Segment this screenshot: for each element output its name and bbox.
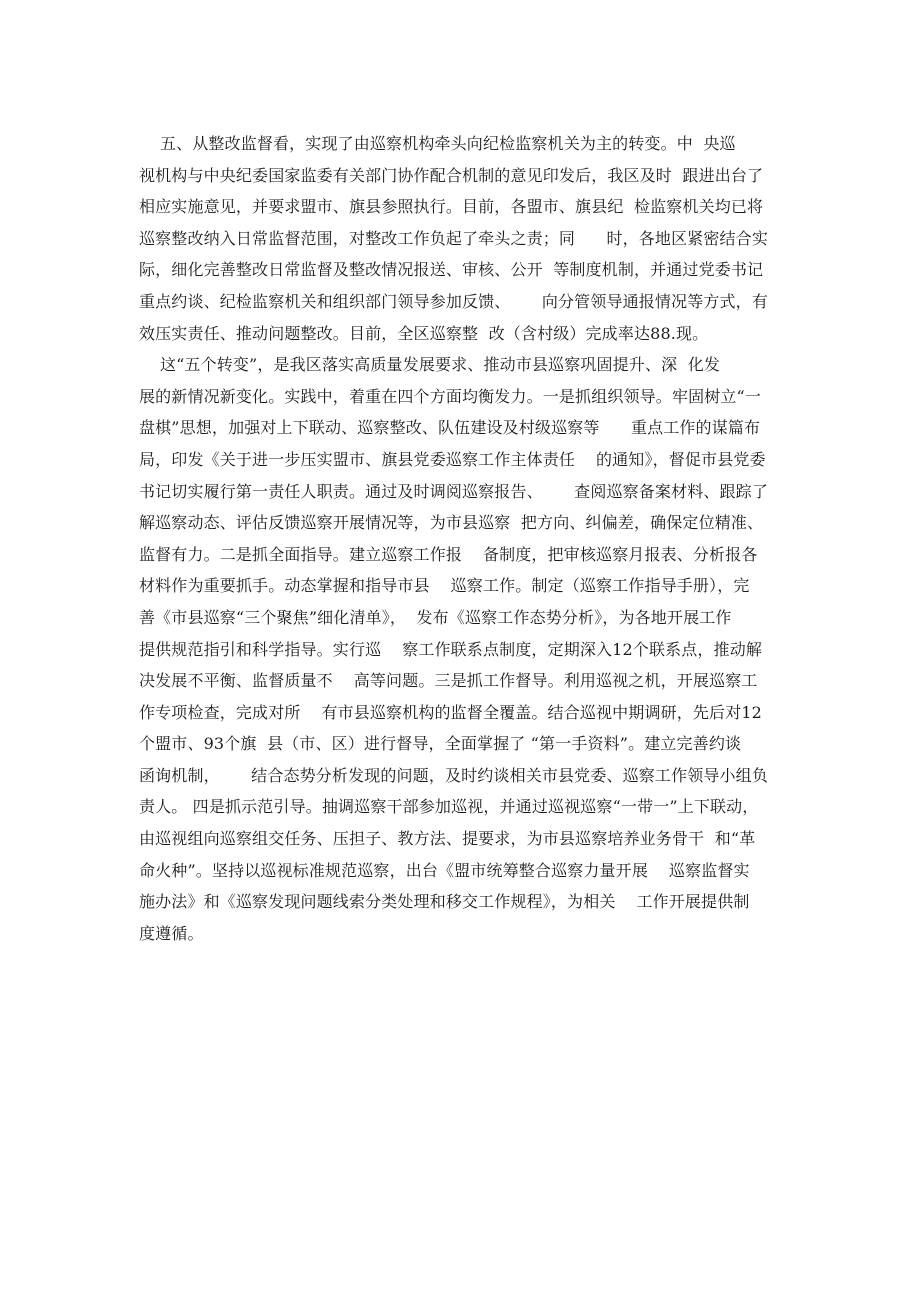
paragraph-2-line: 责人。 四是抓示范引导。抽调巡察干部参加巡视，并通过巡视巡察“一带一”上下联动， [139,797,759,817]
paragraph-1-line: 相应实施意见，并要求盟市、旗县参照执行。目前，各盟市、旗县纪 检监察机关均已将 [139,197,764,217]
paragraph-1-line: 重点约谈、纪检监察机关和组织部门领导参加反馈、 向分管领导通报情况等方式，有 [139,291,768,311]
paragraph-2-line: 这“五个转变”，是我区落实高质量发展要求、推动市县巡察巩固提升、深 化发 [139,355,721,375]
paragraph-1-line: 五、从整改监督看，实现了由巡察机构牵头向纪检监察机关为主的转变。中 央巡 [139,134,736,153]
document-body [139,128,787,949]
paragraph-2-line: 命火种”。坚持以巡视标准规范巡察，出台《盟市统筹整合巡察力量开展 巡察监督实 [139,860,750,880]
paragraph-2-line: 作专项检查，完成对所 有市县巡察机构的监督全覆盖。结合巡视中期调研，先后对12 [139,702,763,722]
paragraph-2-line: 施办法》和《巡察发现问题线索分类处理和移交工作规程》，为相关 工作开展提供制 [139,892,750,912]
paragraph-2-line: 展的新情况新变化。实践中，着重在四个方面均衡发力。一是抓组织领导。牢固树立“一 [139,386,762,406]
paragraph-2-line: 度遵循。 [139,923,204,943]
paragraph-2-line: 书记切实履行第一责任人职责。通过及时调阅巡察报告、 查阅巡察备案材料、跟踪了 [139,481,768,501]
paragraph-2-line: 善《市县巡察“三个聚焦”细化清单》， 发布《巡察工作态势分析》，为各地开展工作 [139,607,732,627]
paragraph-1-line: 际，细化完善整改日常监督及整改情况报送、审核、公开 等制度机制，并通过党委书记 [139,260,764,280]
paragraph-2-line: 解巡察动态、评估反馈巡察开展情况等，为市县巡察 把方向、纠偏差，确保定位精准、 [139,513,764,533]
paragraph-2-line: 个盟市、93个旗 县（市、区）进行督导，全面掌握了 “第一手资料”。建立完善约谈 [139,734,742,754]
paragraph-1-line: 效压实责任、推动问题整改。目前，全区巡察整 改（含村级）完成率达88.现。 [139,323,709,343]
paragraph-2-line: 由巡视组向巡察组交任务、压担子、教方法、提要求，为市县巡察培养业务骨干 和“革 [139,829,756,849]
paragraph-2-line: 提供规范指引和科学指导。实行巡 察工作联系点制度，定期深入12个联系点，推动解 [139,639,763,659]
paragraph-1-line: 视机构与中央纪委国家监委有关部门协作配合机制的意见印发后，我区及时 跟进出台了 [139,165,764,185]
paragraph-2-line: 监督有力。二是抓全面指导。建立巡察工作报 备制度，把审核巡察月报表、分析报各 [139,544,758,564]
paragraph-1-line: 巡察整改纳入日常监督范围，对整改工作负起了牵头之责；同 时，各地区紧密结合实 [139,228,768,248]
paragraph-2-line: 局，印发《关于进一步压实盟市、旗县党委巡察工作主体责任 的通知》，督促市县党委 [139,449,766,469]
paragraph-2-line: 函询机制， 结合态势分析发现的问题，及时约谈相关市县党委、巡察工作领导小组负 [139,765,768,785]
paragraph-2-line: 材料作为重要抓手。动态掌握和指导市县 巡察工作。制定（巡察工作指导手册），完 [139,576,750,596]
paragraph-2-line: 盘棋”思想，加强对上下联动、巡察整改、队伍建设及村级巡察等 重点工作的谋篇布 [139,418,761,438]
paragraph-2-line: 决发展不平衡、监督质量不 高等问题。三是抓工作督导。利用巡视之机，开展巡察工 [139,671,758,691]
